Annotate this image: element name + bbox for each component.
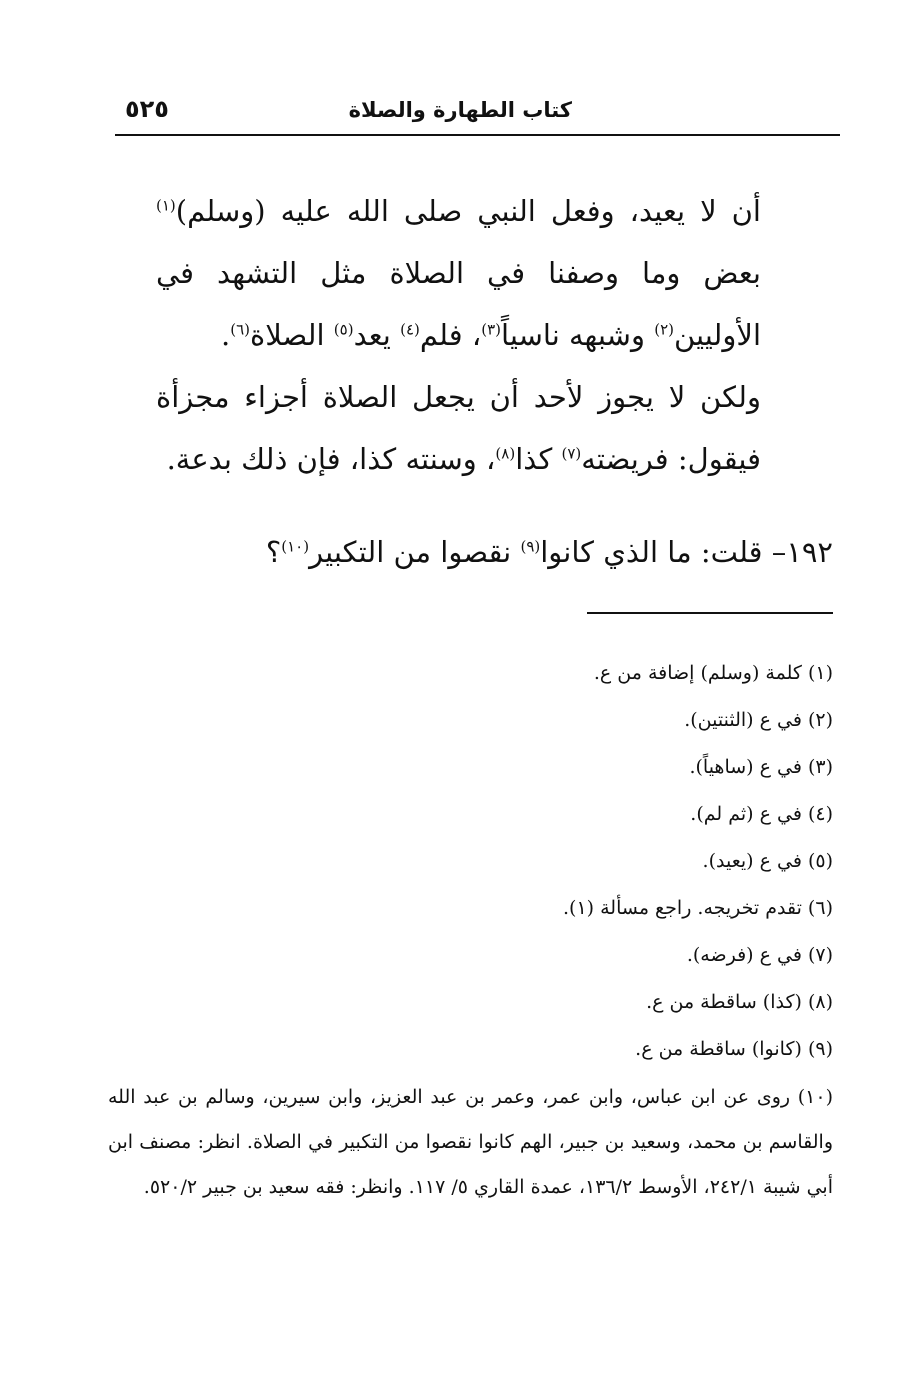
page-number: ٥٢٥ bbox=[125, 95, 169, 123]
footnote-5: (٥) في ع (يعيد). bbox=[702, 850, 833, 872]
footnote-ref-7: (٧) bbox=[561, 444, 582, 463]
footnote-9: (٩) (كانوا) ساقطة من ع. bbox=[635, 1038, 833, 1060]
text-run: يعد bbox=[353, 318, 401, 352]
footnote-ref-8: (٨) bbox=[495, 444, 516, 463]
footnote-7: (٧) في ع (فرضه). bbox=[686, 944, 833, 966]
text-run: الصلاة bbox=[250, 318, 334, 352]
footnote-1: (١) كلمة (وسلم) إضافة من ع. bbox=[593, 662, 833, 684]
footnote-separator bbox=[587, 612, 833, 614]
text-run: كذا bbox=[515, 442, 562, 476]
text-run: . bbox=[221, 318, 231, 352]
text-run: ولكن لا يجوز لأحد أن يجعل الصلاة أجزاء مجزأة فيقول: فريضته bbox=[156, 380, 761, 476]
footnote-ref-9: (٩) bbox=[520, 537, 541, 556]
footnote-4: (٤) في ع (ثم لم). bbox=[690, 803, 833, 825]
footnote-ref-6: (٦) bbox=[230, 320, 251, 339]
footnote-3: (٣) في ع (ساهياً). bbox=[689, 756, 833, 778]
paragraph-2 bbox=[156, 366, 761, 490]
footnote-ref-4: (٤) bbox=[400, 320, 420, 339]
text-run: ، وسنته كذا، فإن ذلك بدعة. bbox=[166, 442, 496, 476]
footnote-ref-10: (١٠) bbox=[281, 537, 310, 556]
paragraph-1 bbox=[156, 180, 761, 366]
footnote-8: (٨) (كذا) ساقطة من ع. bbox=[646, 991, 833, 1013]
main-text bbox=[156, 180, 761, 490]
page-header bbox=[115, 92, 840, 136]
footnote-2: (٢) في ع (الثنتين). bbox=[684, 709, 833, 731]
text-run: نقصوا من التكبير bbox=[309, 535, 521, 569]
footnote-ref-1: (١) bbox=[156, 196, 176, 215]
text-run: ؟ bbox=[265, 535, 282, 569]
text-run: ، فلم bbox=[419, 318, 482, 352]
footnote-ref-2: (٢) bbox=[654, 320, 674, 339]
text-run: أن لا يعيد، وفعل النبي صلى الله عليه (وسلم) bbox=[175, 194, 761, 228]
text-run: بعض وما وصفنا في الصلاة مثل التشهد في الأوليين bbox=[156, 256, 761, 352]
footnotes bbox=[108, 650, 833, 1210]
footnote-ref-5: (٥) bbox=[333, 320, 354, 339]
running-title: كتاب الطهارة والصلاة bbox=[348, 98, 572, 122]
text-run: وشبهه ناسياً bbox=[501, 318, 655, 352]
text-run: ١٩٢– قلت: ما الذي كانوا bbox=[540, 535, 833, 569]
footnote-ref-3: (٣) bbox=[481, 320, 501, 339]
footnote-10: (١٠) روى عن ابن عباس، وابن عمر، وعمر بن عبد العزيز، وابن سيرين، وسالم بن عبد الله والقاسم بن محمد، وسعيد بن جبير، الهم كانوا نقصوا من التكبير في الصلاة. انظر: مصنف ابن أبي شيبة ٢٤٢/١، الأوسط ١٣٦/٢، عمدة القاري ٥/ ١١٧. وانظر: فقه سعيد بن جبير ٥٢٠/٢. bbox=[108, 1086, 833, 1198]
footnote-6: (٦) تقدم تخريجه. راجع مسألة (١). bbox=[563, 897, 833, 919]
question-192 bbox=[133, 526, 833, 578]
